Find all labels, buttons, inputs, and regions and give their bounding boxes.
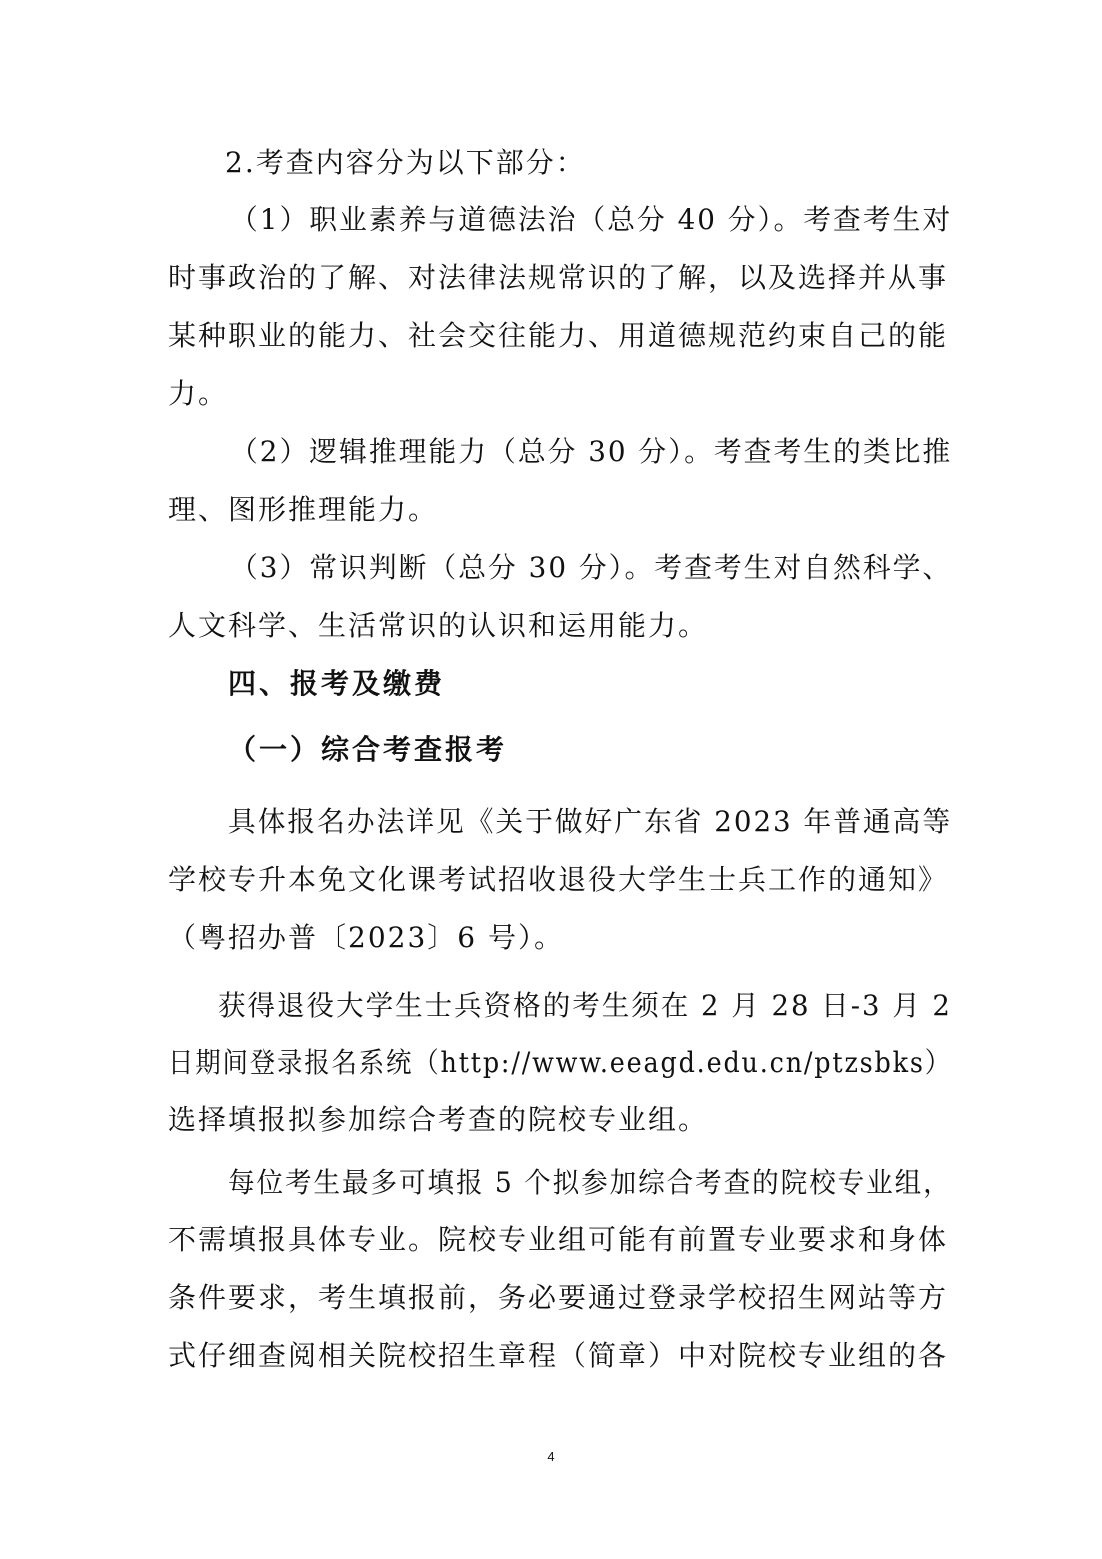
text-line-1: 2.考查内容分为以下部分： bbox=[225, 146, 586, 179]
subsection-heading: （一）综合考查报考 bbox=[228, 733, 508, 766]
text-line-5: 力。 bbox=[168, 377, 229, 410]
text-line-7: 理、图形推理能力。 bbox=[168, 493, 439, 526]
text-line-4: 某种职业的能力、社会交往能力、用道德规范约束自己的能 bbox=[168, 319, 949, 352]
text-line-18: 每位考生最多可填报 5 个拟参加综合考查的院校专业组， bbox=[228, 1166, 952, 1199]
text-line-13: 学校专升本免文化课考试招收退役大学生士兵工作的通知》 bbox=[168, 863, 949, 896]
text-line-20: 条件要求，考生填报前，务必要通过登录学校招生网站等方 bbox=[168, 1281, 949, 1314]
text-line-2: （1）职业素养与道德法治（总分 40 分）。考查考生对 bbox=[230, 203, 953, 236]
text-line-16: 日期间登录报名系统（http://www.eeagd.edu.cn/ptzsbks） bbox=[168, 1046, 953, 1079]
text-line-12: 具体报名办法详见《关于做好广东省 2023 年普通高等 bbox=[228, 805, 953, 838]
text-line-8: （3）常识判断（总分 30 分）。考查考生对自然科学、 bbox=[230, 551, 953, 584]
page-number: 4 bbox=[547, 1449, 555, 1464]
text-line-9: 人文科学、生活常识的认识和运用能力。 bbox=[168, 609, 709, 642]
text-line-6: （2）逻辑推理能力（总分 30 分）。考查考生的类比推 bbox=[230, 435, 953, 468]
text-line-3: 时事政治的了解、对法律法规常识的了解，以及选择并从事 bbox=[168, 261, 949, 294]
text-line-21: 式仔细查阅相关院校招生章程（简章）中对院校专业组的各 bbox=[168, 1339, 949, 1372]
text-line-14: （粤招办普〔2023〕6 号）。 bbox=[168, 921, 564, 954]
text-line-15: 获得退役大学生士兵资格的考生须在 2 月 28 日-3 月 2 bbox=[218, 989, 952, 1022]
text-line-19: 不需填报具体专业。院校专业组可能有前置专业要求和身体 bbox=[168, 1223, 949, 1256]
section-heading: 四、报考及缴费 bbox=[228, 667, 446, 700]
text-line-17: 选择填报拟参加综合考查的院校专业组。 bbox=[168, 1103, 709, 1136]
